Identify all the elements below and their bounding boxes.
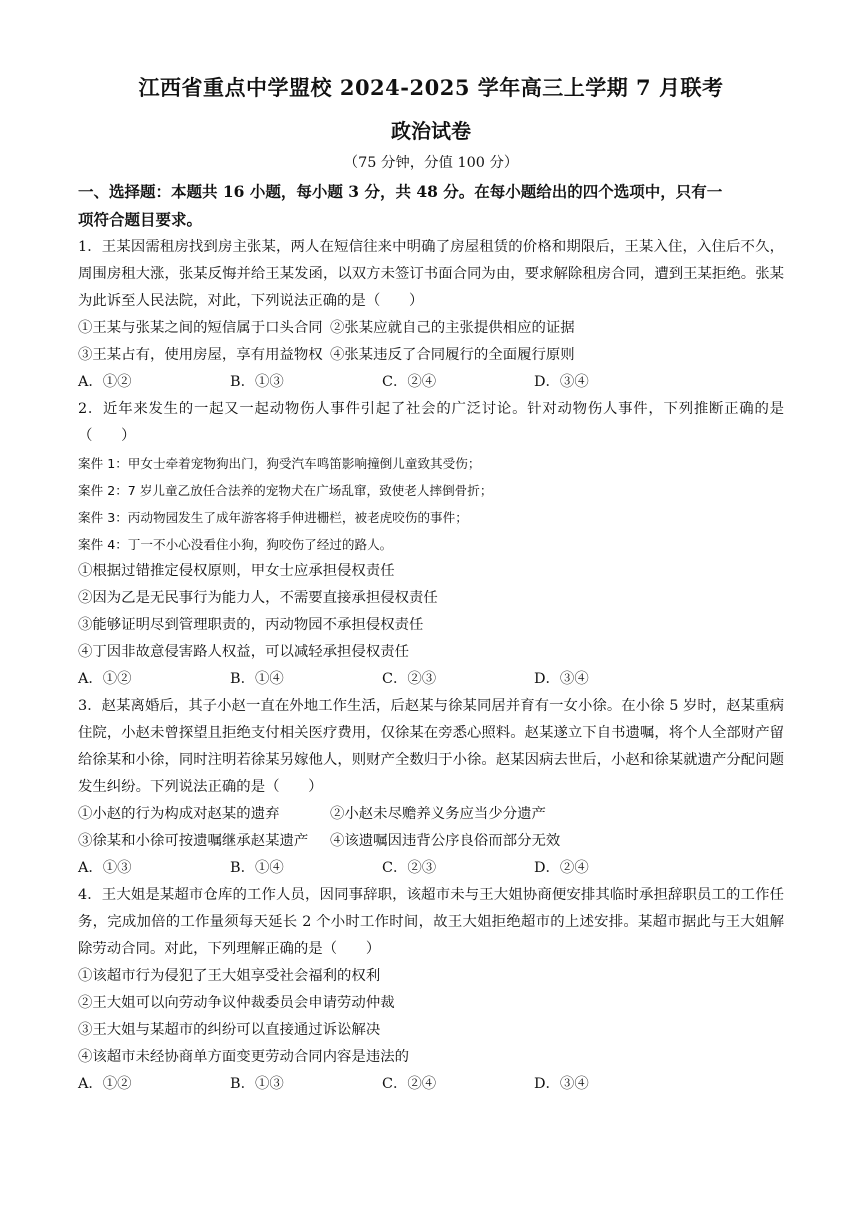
answer-choice-c: C．②④ xyxy=(382,1076,437,1092)
answer-choices xyxy=(78,855,784,882)
section-heading-line1: 一、选择题：本题共 16 小题，每小题 3 分，共 48 分。在每小题给出的四个选项中，只有一 xyxy=(78,182,723,201)
question-4 xyxy=(78,882,784,1098)
answer-choice-b: B．①③ xyxy=(230,374,284,390)
option-row xyxy=(78,342,784,369)
section-heading xyxy=(78,178,784,234)
statement-option: ④该超市未经协商单方面变更劳动合同内容是违法的 xyxy=(78,1049,409,1065)
statement-option: ④该遗嘱因违背公序良俗而部分无效 xyxy=(330,833,561,849)
statement-option: ③能够证明尽到管理职责的，丙动物园不承担侵权责任 xyxy=(78,617,424,633)
answer-choice-d: D．②④ xyxy=(534,860,589,876)
exam-info: （75 分钟，分值 100 分） xyxy=(343,155,519,171)
answer-choice-a: A．①② xyxy=(78,671,132,687)
statement-option: ③王某占有，使用房屋，享有用益物权 xyxy=(78,347,323,363)
answer-choices xyxy=(78,666,784,693)
question-stem: 1．王某因需租房找到房主张某，两人在短信往来中明确了房屋租赁的价格和期限后，王某入住，入住后不久，周围房租大涨，张某反悔并给王某发函，以双方未签订书面合同为由，要求解除租房合同，遭到王某拒绝。张某为此诉至人民法院，对此，下列说法正确的是（ ） xyxy=(78,239,784,309)
question-stem: 2．近年来发生的一起又一起动物伤人事件引起了社会的广泛讨论。针对动物伤人事件，下列推断正确的是（ ） xyxy=(78,401,784,444)
answer-choice-c: C．②③ xyxy=(382,860,437,876)
statement-option: ①小赵的行为构成对赵某的遗弃 xyxy=(78,806,280,822)
answer-choice-b: B．①④ xyxy=(230,671,284,687)
question-stem: 4．王大姐是某超市仓库的工作人员，因同事辞职，该超市未与王大姐协商便安排其临时承担辞职员工的工作任务，完成加倍的工作量须每天延长 2 个小时工作时间，故王大姐拒绝超市的上述安排。某超市据此与王大姐解除劳动合同。对此，下列理解正确的是（ ） xyxy=(78,887,784,957)
exam-subject: 政治试卷 xyxy=(391,119,471,143)
answer-choice-b: B．①③ xyxy=(230,1076,284,1092)
statement-option: ①该超市行为侵犯了王大姐享受社会福利的权利 xyxy=(78,968,381,984)
statement-option: ①根据过错推定侵权原则，甲女士应承担侵权责任 xyxy=(78,563,395,579)
statement-option: ②王大姐可以向劳动争议仲裁委员会申请劳动仲裁 xyxy=(78,995,395,1011)
case-item: 案件 3：丙动物园发生了成年游客将手伸进栅栏，被老虎咬伤的事件； xyxy=(78,510,468,525)
statement-option: ③徐某和小徐可按遗嘱继承赵某遗产 xyxy=(78,833,309,849)
answer-choice-a: A．①② xyxy=(78,374,132,390)
answer-choice-c: C．②④ xyxy=(382,374,437,390)
statement-option: ①王某与张某之间的短信属于口头合同 xyxy=(78,320,323,336)
option-row xyxy=(78,315,784,342)
answer-choice-a: A．①② xyxy=(78,1076,132,1092)
case-item: 案件 1：甲女士牵着宠物狗出门，狗受汽车鸣笛影响撞倒儿童致其受伤； xyxy=(78,456,481,471)
exam-title: 江西省重点中学盟校 2024-2025 学年高三上学期 7 月联考 xyxy=(138,75,724,100)
case-item: 案件 4：丁一不小心没看住小狗，狗咬伤了经过的路人。 xyxy=(78,537,393,552)
answer-choices xyxy=(78,369,784,396)
answer-choice-b: B．①④ xyxy=(230,860,284,876)
answer-choice-d: D．③④ xyxy=(534,671,589,687)
answer-choice-a: A．①③ xyxy=(78,860,132,876)
section-heading-line2: 项符合题目要求。 xyxy=(78,210,203,229)
answer-choices xyxy=(78,1071,784,1098)
statement-option: ②小赵未尽赡养义务应当少分遗产 xyxy=(330,806,546,822)
option-row xyxy=(78,828,784,855)
statement-option: ④张某违反了合同履行的全面履行原则 xyxy=(330,347,575,363)
statement-option: ②因为乙是无民事行为能力人，不需要直接承担侵权责任 xyxy=(78,590,438,606)
statement-option: ③王大姐与某超市的纠纷可以直接通过诉讼解决 xyxy=(78,1022,381,1038)
answer-choice-d: D．③④ xyxy=(534,374,589,390)
option-row xyxy=(78,801,784,828)
answer-choice-d: D．③④ xyxy=(534,1076,589,1092)
question-2 xyxy=(78,396,784,693)
answer-choice-c: C．②③ xyxy=(382,671,437,687)
question-stem: 3．赵某离婚后，其子小赵一直在外地工作生活，后赵某与徐某同居并育有一女小徐。在小徐 5 岁时，赵某重病住院，小赵未曾探望且拒绝支付相关医疗费用，仅徐某在旁悉心照料。赵某遂立下自书遗嘱，将个人全部财产留给徐某和小徐，同时注明若徐某另嫁他人，则财产全数归于小徐。赵某因病去世后，小赵和徐某就遗产分配问题发生纠纷。下列说法正确的是（ ） xyxy=(78,698,784,795)
statement-option: ④丁因非故意侵害路人权益，可以减轻承担侵权责任 xyxy=(78,644,409,660)
question-3 xyxy=(78,693,784,882)
case-item: 案件 2：7 岁儿童乙放任合法养的宠物犬在广场乱窜，致使老人摔倒骨折； xyxy=(78,483,493,498)
question-1 xyxy=(78,234,784,396)
statement-option: ②张某应就自己的主张提供相应的证据 xyxy=(330,320,575,336)
